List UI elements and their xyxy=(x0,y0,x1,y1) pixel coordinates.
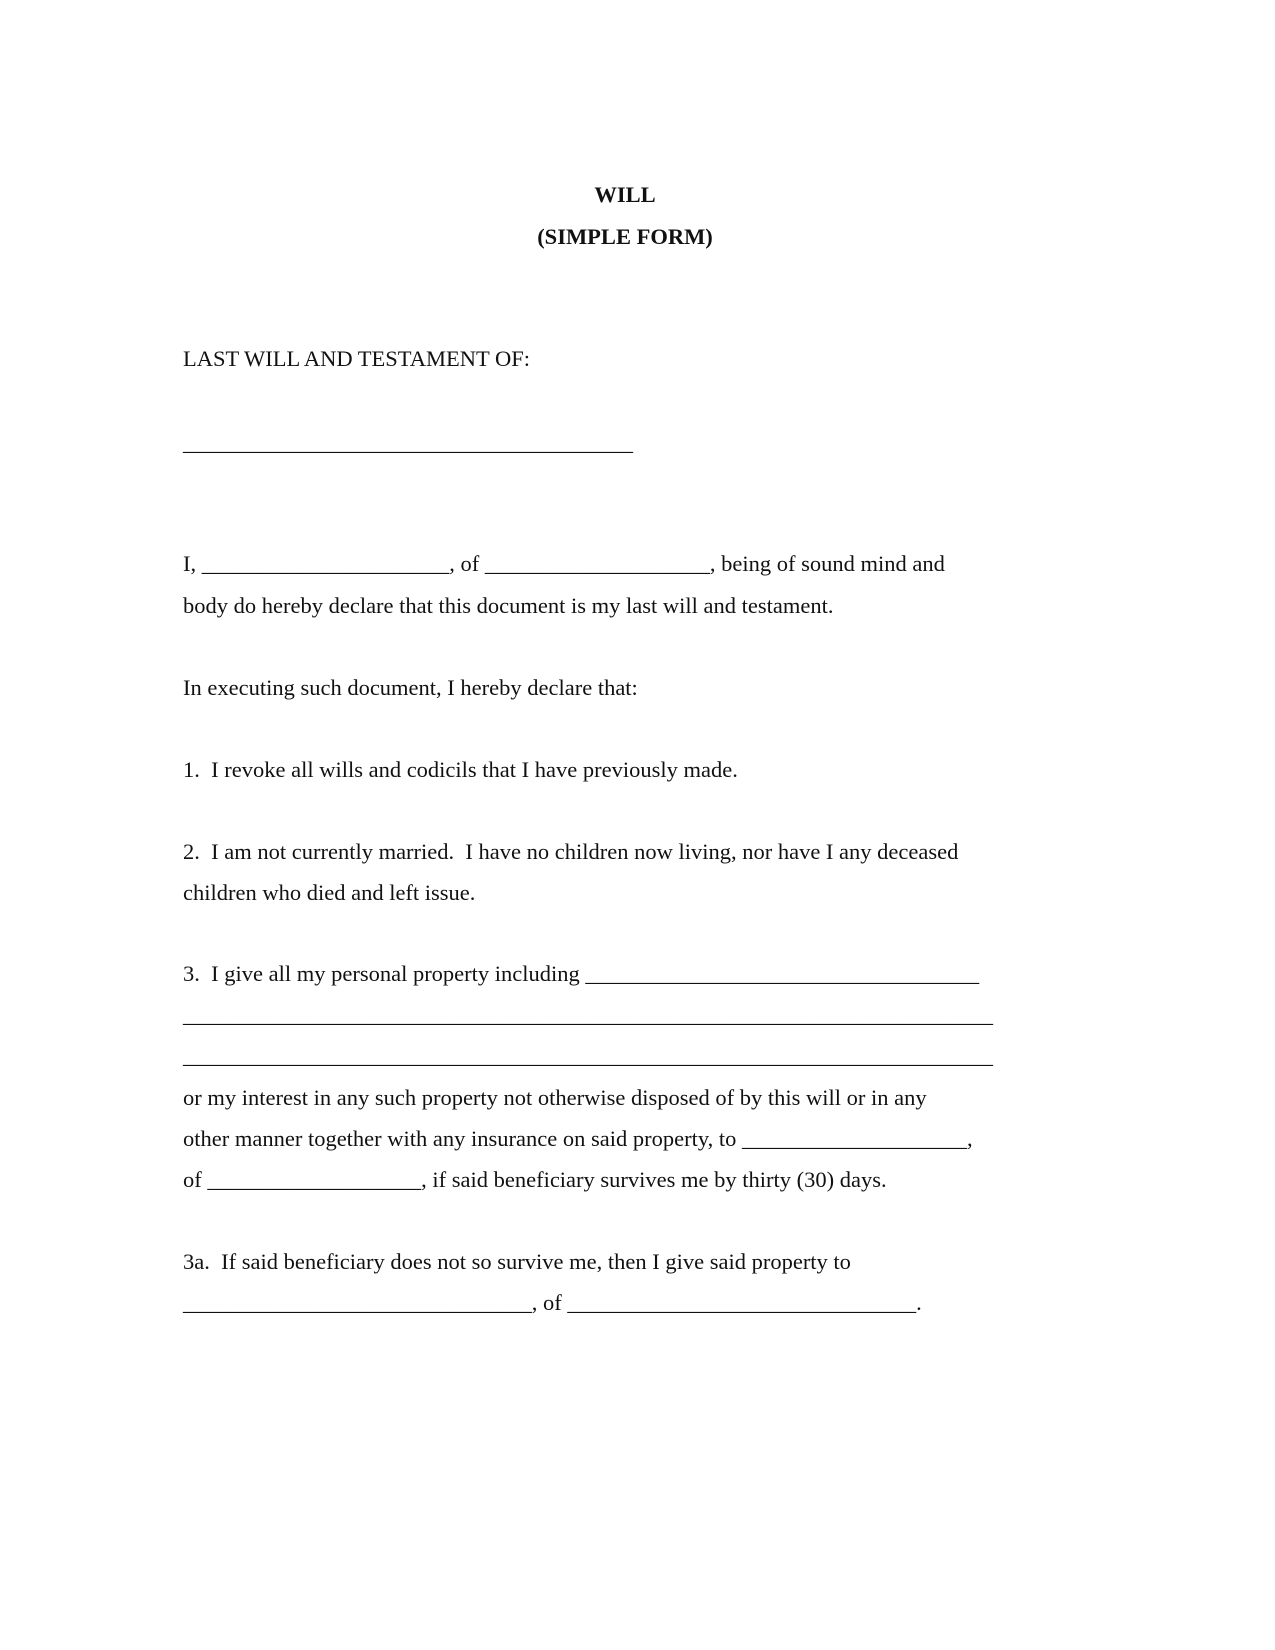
testator-name-blank: ________________________________________ xyxy=(183,430,633,455)
clause-1: 1. I revoke all wills and codicils that I have previously made. xyxy=(183,757,738,782)
document-subtitle: (SIMPLE FORM) xyxy=(537,224,713,249)
clause-3-blank-2: ________________________________________________________________________ xyxy=(183,1043,993,1068)
clause-3-line-6: of ___________________, if said beneficiary survives me by thirty (30) days. xyxy=(183,1167,887,1192)
clause-3-line-4: or my interest in any such property not otherwise disposed of by this will or in any xyxy=(183,1085,927,1110)
clause-2-line-1: 2. I am not currently married. I have no children now living, nor have I any deceased xyxy=(183,839,959,864)
testament-heading: LAST WILL AND TESTAMENT OF: xyxy=(183,346,530,371)
clause-3-line-5: other manner together with any insurance on said property, to ____________________, xyxy=(183,1126,973,1151)
clause-3a-line-1: 3a. If said beneficiary does not so survive me, then I give said property to xyxy=(183,1249,851,1274)
clause-2-line-2: children who died and left issue. xyxy=(183,880,476,905)
clause-3-blank-1: ________________________________________________________________________ xyxy=(183,1002,993,1027)
document-title: WILL xyxy=(594,182,656,207)
clause-3-line-1: 3. I give all my personal property including ___________________________________ xyxy=(183,961,980,986)
declaration-line-1: I, ______________________, of ____________________, being of sound mind and xyxy=(183,551,945,576)
clause-3a-line-2: _______________________________, of _______________________________. xyxy=(183,1290,922,1315)
declaration-line-2: body do hereby declare that this document is my last will and testament. xyxy=(183,593,834,618)
executing-statement: In executing such document, I hereby declare that: xyxy=(183,675,638,700)
